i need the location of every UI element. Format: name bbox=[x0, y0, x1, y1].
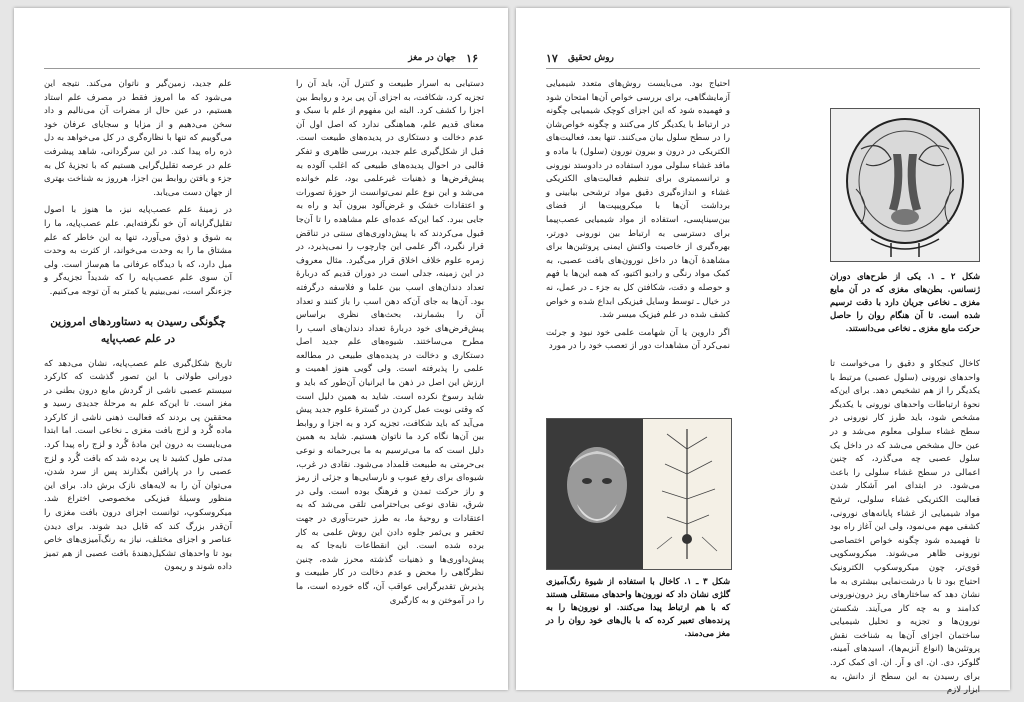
figure-caption: شکل ۲ ـ ۱. یکی از طرح‌های دوران ژنسانس. بطن‌های مغزی که در آن مایع مغزی ـ نخاعی جریان دارد با دقت ترسیم شده است. تا آن هنگام روان را حاصل حرکت مایع مغزی ـ نخاعی می‌دانستند. bbox=[830, 271, 980, 333]
paragraph: دستیابی به اسرار طبیعت و کنترل آن، باید آن را تجزیه کرد، شکافت، به اجزای آن پی برد و روابط بین اجزا را کشف کرد. البته این مفهوم از علم با سبک و معنای قدیم علم، هماهنگی ندارد که اصل اول آن عدم دخالت و دستکاری در پدیده‌های طبیعت است. قبل از شکل‌گیری علم جدید، بررسی ظاهری و تفکر قالبی در احوال پدیده‌های طبیعی که اغلب آلوده به پیش‌فرض‌ها و ذهنیات غیرعلمی بود، علم خوانده می‌شد و این نوع علم نمی‌توانست از حوزهٔ تصورات و اعتقادات خشک و غرض‌آلود بیرون آید و راه به جایی ببرد. کما این‌که عده‌ای علم مشاهده را تا آن‌جا قبول می‌کردند که با پیش‌داوری‌های سنتی در تناقض قرار نگیرد، اگر علمی این چارچوب را نمی‌پذیرد، در زمره علوم خلاف اخلاق قرار می‌گیرد. مثال معروف در این زمینه، جدلی است در دوران قدیم که دربارهٔ تعداد دندان‌های اسب بین علما و فلاسفه درگرفته بود. آن‌ها به جای آن‌که دهن اسب را باز کنند و تعداد آن را بشمارند، بحث‌های نظری براساس پیش‌فرض‌های خود دربارهٔ تعداد دندان‌های اسب را مطرح می‌ساختند. شیوه‌های علم جدید اصل دستکاری و دخالت در پدیده‌های طبیعی در مطالعه علمی را پذیرفته است. ولی گویی هنوز اهمیت و ارزش این اصل در ذهن ما ایرانیان آن‌طور که باید و شاید رسوخ نکرده است. شاید به همین دلیل است که وقتی نوبت عمل کردن در گسترهٔ علوم جدید پیش می‌آید که باید شکافت، تجزیه کرد و به اجزا و روابط بین آن‌ها نگاه کرد ما ناتوان هستیم. شاید به همین دلیل است که ما می‌ترسیم به ما بی‌رحمانه و نوعی بی‌حرمتی به طبیعت قلمداد می‌شود. نقادی در غرب، شیوه‌ای برای رفع عیوب و نارسایی‌ها و جزئی از رمز و راز حرکت تمدن و فرهنگ بوده است. ولی در شرق، نقادی نوعی بی‌احترامی تلقی می‌شد که به اعتقادات و روحیهٔ ما، به طرز حیرت‌آوری در جهت تحقیر و بی‌ثمر جلوه دادن این روش علمی به کار برده شده است. این انقطاعات نابه‌جا که به پیش‌داوری‌ها و ذهنیات گذشته محرز شده، چنین نظرگاهی را محض و عدم دخالت در کار طبیعت و پذیرش تقدیرگرایی عواقب آن، گاه خورده است، ما را در آموختن و به کارگیری bbox=[296, 79, 484, 606]
page-number: ۱۷ bbox=[546, 52, 558, 65]
paragraph: علم جدید، زمین‌گیر و ناتوان می‌کند. نتیجه این می‌شود که ما امروز فقط در مصرف علم استاد هستیم، در عین حال از مضرات آن می‌نالیم و داد سخن می‌دهیم و از مزایا و سجایای عرفان خود می‌گوییم که تنها با نظاره‌گری در کل می‌خواهد به دل ذره راه پیدا کند. در این سرگردانی، شاهد پیشرفت علم در عرصه تقلیل‌گرایی هستیم که با تجزیهٔ کل به جزء و یافتن روابط بین اجزا، هرروز به شناخت بهتری از جهان دست می‌یابد. bbox=[44, 79, 232, 198]
page-17 bbox=[516, 8, 1010, 696]
paragraph: احتیاج بود. می‌بایست روش‌های متعدد شیمیایی آزمایشگاهی، برای بررسی خواص آن‌ها امتحان شود و فهمیده شود که این اجزای کوچک شیمیایی چگونه در ارتباط با یکدیگر کار می‌کنند و چگونه خواص‌شان را در سطح سلول بیان می‌کنند. تنها بعد، فعالیت‌های الکتریکی در درون و بیرون نورون (سلول) با ماده و مافد غشاء سلولی مورد استفاده در دادوستد نورونی و ترانسمیتری برای تنظیم فعالیت‌های الکتریکی غشاء و اندازه‌گیری دقیق مواد ترشحی بیابینی و برداشت آن‌ها با میکروپیپت‌ها از فضای بین‌سیناپسی، استفاده از مواد شیمیایی عصب‌پیما برای دسترسی به ارتباط بین نورونی دورتر، بهره‌گیری از خاصیت واکنش ایمنی پروتئین‌ها برای مشاهدهٔ آن‌ها در داخل نورون‌های بافت عصبی، به کمک مواد رنگی و رادیو اکتیو، که همه این‌ها با فهم و حوصله و دقت، شکافتن کل به جزء ـ در عمل، نه در خیال ـ توسط وسایل فیزیکی ابداع شده و خواص کشف شده در علم فیزیک میسر شد. bbox=[546, 79, 730, 321]
paragraph: کاخال کنجکاو و دقیق را می‌خواست تا واحدهای نورونی (سلول عصبی) مرتبط با یکدیگر را از هم تشخیص دهد. برای این‌که نحوهٔ ارتباطات واحدهای نورونی با یکدیگر مشخص شود، باید طرز کار نورونی در سطح غشاء سلولی معلوم می‌شد و در عین حال مشخص می‌شد که در داخل یک سلول عصبی چه می‌گذرد، که چنین اعمالی در سطح غشاء سلولی را باعث می‌شود. در ابتدای امر آشکار شدن فعالیت الکتریکی غشاء سلولی، ترشح مواد شیمیایی از غشاء پایانه‌های نورونی، کشفی مهم می‌نمود، ولی این آغاز راه بود تا فهمیده شود چگونه خواص اختصاصی نورونی ظاهر می‌شوند. میکروسکوپی قوی‌تر، چون میکروسکوپ الکترونیک احتیاج بود تا با درشت‌نمایی بیشتری به ما نشان دهد که ساختارهای ریز درون‌نورونی کدامند و به چه کار می‌آیند. شکستن نورون‌ها و تجزیه و تحلیل شیمیایی ساختمان اجزای آن‌ها به شناخت نقش پروتئین‌ها (انواع آنزیم‌ها)، اسیدهای آمینه، گلوکز، دی. ان. ای و آر. ان. ای کمک کرد. برای رسیدن به این سطح از دانش، به ابزار لازم bbox=[830, 359, 980, 696]
portrait-and-neuron-icon bbox=[547, 419, 731, 569]
text-column-outer bbox=[830, 358, 980, 702]
running-title: روش تحقیق bbox=[568, 53, 614, 63]
brain-section-figure bbox=[830, 108, 980, 262]
text-column-right bbox=[296, 78, 484, 612]
running-title: جهان در مغز bbox=[408, 53, 456, 63]
section-heading: چگونگی رسیدن به دستاوردهای امروزین در علم عصب‌پایه bbox=[50, 315, 226, 345]
page-16 bbox=[14, 8, 508, 690]
paragraph: تاریخ شکل‌گیری علم عصب‌پایه، نشان می‌دهد که دورانی طولانی با این تصور گذشت که کارکرد سیستم عصبی ناشی از گردش مایع درون بطنی در مغز است. تا این‌که علم به مرحلهٔ جدیدی رسید و محققین پی بردند که فعالیت ذهنی ناشی از کارکرد ماده گُرد و لزج بافت مغزی ـ نخاعی است. اما ابتدا می‌بایست به درون این مادهٔ گُرد و لزج راه پیدا کرد. مدتی طول کشید تا پی برده شد که بافت گُرد و لزج عصبی را در پارافین بگذارند پس از سرد شدن، می‌توان آن را به لایه‌های نازک برش داد. برای این منظور وسیلهٔ فیزیکی مخصوصی اختراع شد. میکروسکوپ، توانست اجزای درون بافت مغزی را آن‌قدر بزرگ کند که قابل دید شوند. برای دیدن عناصر و اجزای مختلف، نیاز به رنگ‌آمیزی‌های خاص بود تا واحدهای تشکیل‌دهندهٔ بافت عصبی از هم تمیز داده شوند و ریمون bbox=[44, 358, 232, 573]
paragraph: اگر داروین یا آن شهامت علمی خود نبود و جرئت نمی‌کرد آن مشاهدات دور از تعصب خود را در مورد bbox=[546, 327, 730, 352]
brain-section-icon bbox=[831, 109, 979, 261]
page-number: ۱۶ bbox=[466, 52, 478, 65]
running-head bbox=[44, 52, 478, 69]
text-column-inner bbox=[546, 78, 730, 402]
paragraph: در زمینهٔ علم عصب‌پایه نیز، ما هنوز با اصول تقلیل‌گرایانه آن خو نگرفته‌ایم. علم عصب‌پایه، ما را به شوق و ذوق می‌آورد، تنها به این خاطر که علم مشتاق ما را به وحدت می‌خواند، از کثرت به وحدت میل دارد، که با دیدگاه عرفانی ما هم‌ساز است. ولی آن سوی علم عصب‌پایه را که شدیداً تجزیه‌گر و جزءنگر است، نمی‌بینیم یا کمتر به آن توجه می‌کنیم. bbox=[44, 205, 232, 297]
text-column-left bbox=[44, 78, 232, 579]
cajal-figure bbox=[546, 418, 732, 570]
running-head bbox=[546, 52, 980, 69]
figure-caption: شکل ۳ ـ ۱. کاخال با استفاده از شیوهٔ رنگ‌آمیزی گلژی نشان داد که نورون‌ها واحدهای مستقلی هستند که با هم ارتباط پیدا می‌کنند. او نورون‌ها را به پرنده‌های تعبیر کرده که با بال‌های خود روان را در مغز می‌دمند. bbox=[546, 576, 730, 638]
